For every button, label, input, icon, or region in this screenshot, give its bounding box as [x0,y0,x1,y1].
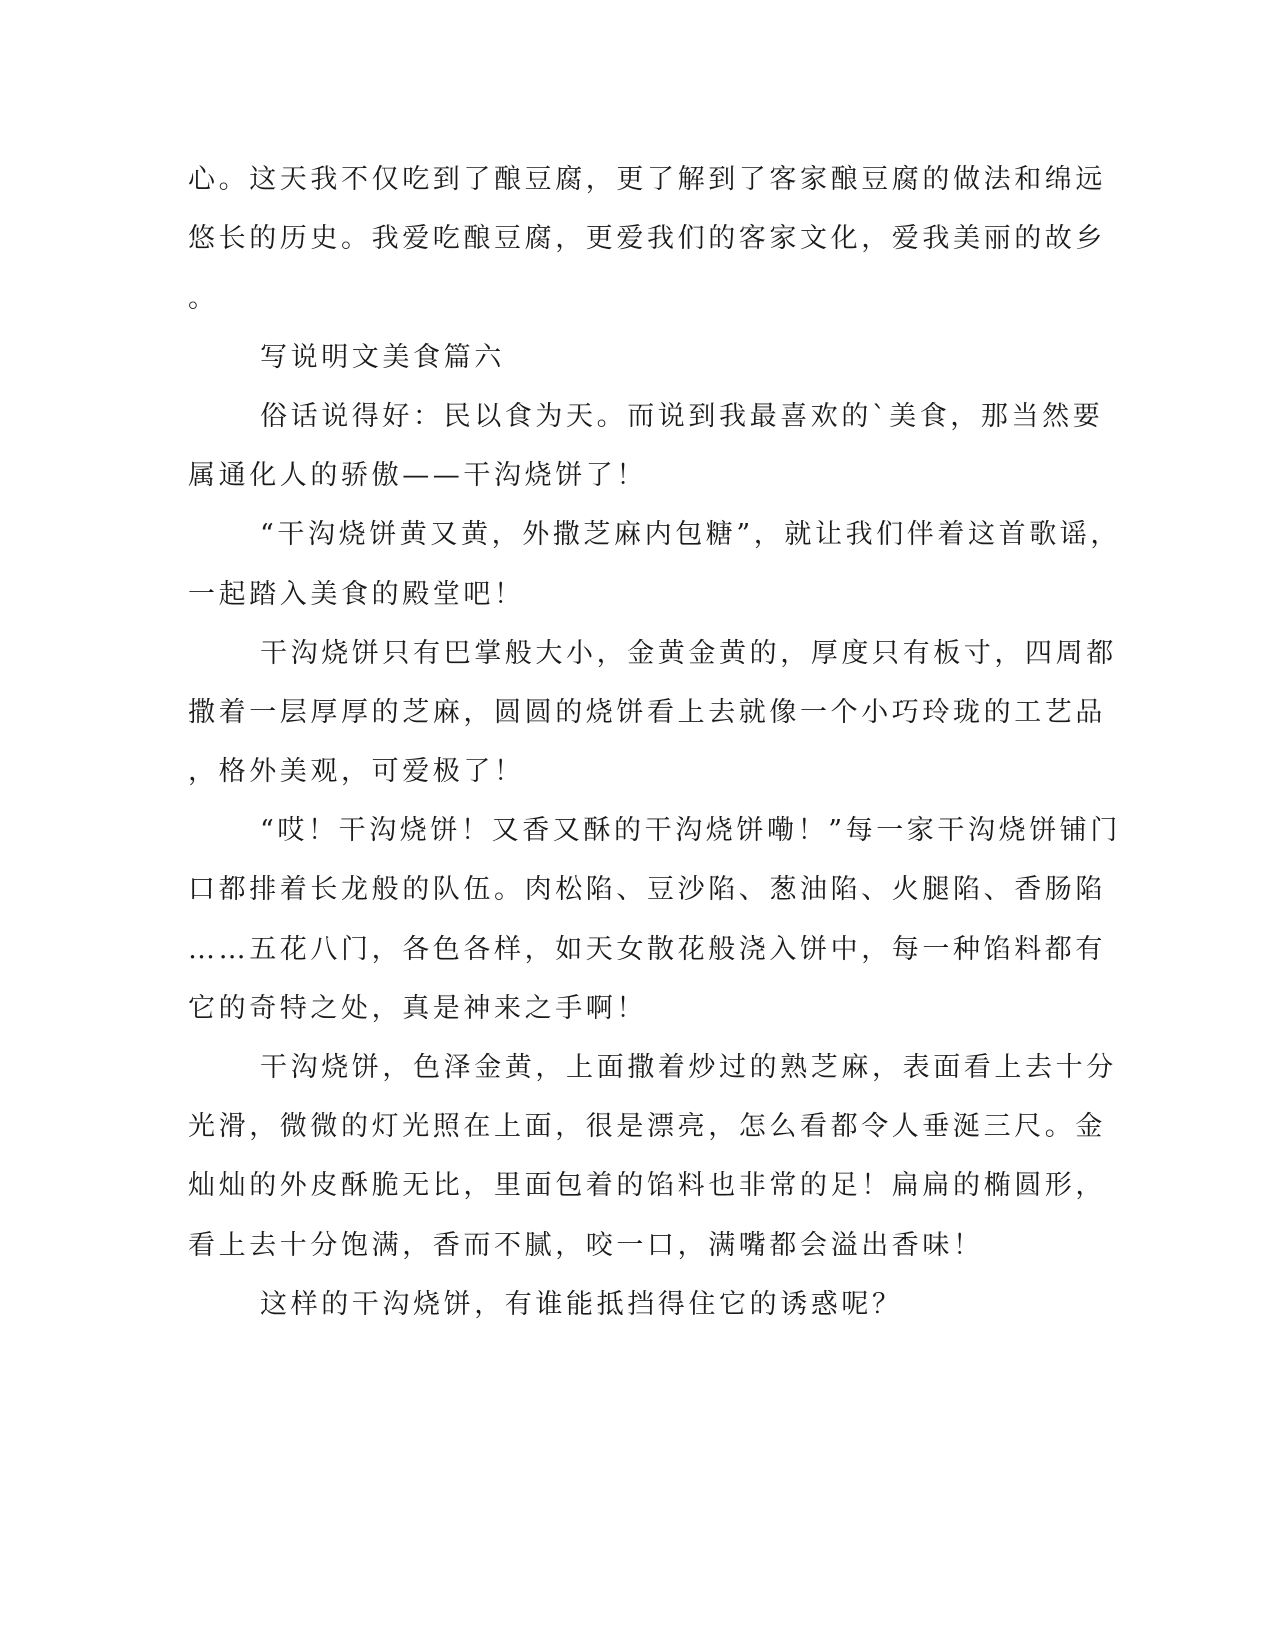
text-line: “哎！干沟烧饼！又香又酥的干沟烧饼嘞！”每一家干沟烧饼铺门 [260,815,1122,846]
text-line: 它的奇特之处，真是神来之手啊！ [188,993,647,1024]
text-line: 撒着一层厚厚的芝麻，圆圆的烧饼看上去就像一个小巧玲珑的工艺品 [188,697,1106,728]
text-line: 俗话说得好：民以食为天。而说到我最喜欢的`美食，那当然要 [260,401,1104,432]
text-line: ……五花八门，各色各样，如天女散花般浇入饼中，每一种馅料都有 [188,934,1106,965]
text-line: 悠长的历史。我爱吃酿豆腐，更爱我们的客家文化，爱我美丽的故乡 [188,223,1106,254]
text-line: 灿灿的外皮酥脆无比，里面包着的馅料也非常的足！扁扁的椭圆形， [188,1170,1106,1201]
text-line: 一起踏入美食的殿堂吧！ [188,579,525,610]
text-line: 口都排着长龙般的队伍。肉松陷、豆沙陷、葱油陷、火腿陷、香肠陷 [188,874,1106,905]
text-line: 干沟烧饼，色泽金黄，上面撒着炒过的熟芝麻，表面看上去十分 [260,1052,1117,1083]
text-line: 看上去十分饱满，香而不腻，咬一口，满嘴都会溢出香味！ [188,1230,984,1261]
text-line: 。 [188,283,219,314]
text-line: 属通化人的骄傲——干沟烧饼了！ [188,460,647,491]
section-heading: 写说明文美食篇六 [260,342,505,373]
text-line: ，格外美观，可爱极了！ [188,756,525,787]
text-line: 这样的干沟烧饼，有谁能抵挡得住它的诱惑呢？ [260,1289,903,1320]
text-line: 干沟烧饼只有巴掌般大小，金黄金黄的，厚度只有板寸，四周都 [260,638,1117,669]
text-line: “干沟烧饼黄又黄，外撒芝麻内包糖”，就让我们伴着这首歌谣， [260,519,1122,550]
text-line: 心。这天我不仅吃到了酿豆腐，更了解到了客家酿豆腐的做法和绵远 [188,164,1106,195]
text-line: 光滑，微微的灯光照在上面，很是漂亮，怎么看都令人垂涎三尺。金 [188,1111,1106,1142]
